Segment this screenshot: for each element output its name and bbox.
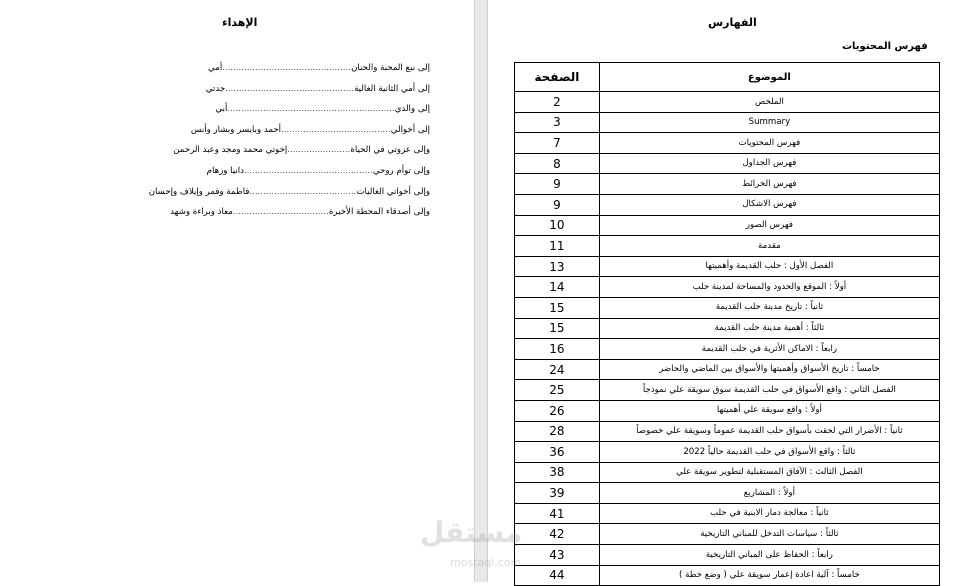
dedication-recipient: وإلى توأم روحي: [372, 165, 430, 176]
page-cell: 3: [515, 112, 600, 133]
page-cell: 36: [515, 442, 600, 463]
topic-header: الموضوع: [599, 63, 939, 92]
dedication-title: الإهداء: [222, 16, 258, 29]
table-row: [515, 92, 940, 113]
dedication-dots: .......................................: [249, 186, 357, 196]
table-row: [515, 174, 940, 195]
dedication-line: [40, 99, 430, 120]
dedication-dots: ...............................................: [225, 83, 355, 93]
dedication-dots: .............................................................: [227, 104, 395, 114]
dedication-recipient: إلى أخوالي: [390, 124, 430, 135]
topic-cell: أولاً : واقع سويقة علي أهميتها: [599, 400, 939, 421]
table-row: [515, 545, 940, 566]
table-row: [515, 133, 940, 154]
table-header-row: [515, 63, 940, 92]
page-cell: 28: [515, 421, 600, 442]
dedication-names: أمي: [208, 63, 223, 73]
page-separator: [474, 0, 488, 582]
topic-cell: مقدمة: [599, 236, 939, 257]
topic-cell: ثالثاً : سياسات التدخل للمباني التاريخية: [599, 524, 939, 545]
topic-cell: خامساً : آلية اعادة إعمار سويقة علي ( وضع خطة ): [599, 565, 939, 586]
page-cell: 11: [515, 236, 600, 257]
table-row: [515, 297, 940, 318]
dedication-names: معاذ وبراءة وشهد: [170, 207, 233, 218]
dedication-list: [40, 58, 430, 223]
topic-cell: ثالثاً : أهمية مدينة حلب القديمة: [599, 318, 939, 339]
dedication-line: [40, 161, 430, 182]
topic-cell: الفصل الأول : حلب القديمة وأهميتها: [599, 256, 939, 277]
page-cell: 2: [515, 92, 600, 113]
topic-cell: ثانياً : الأضرار التي لحقت بأسواق حلب القديمة عموماً وسويقة علي خصوصاً: [599, 421, 939, 442]
page-cell: 43: [515, 545, 600, 566]
topic-cell: أولاً : المشاريع: [599, 483, 939, 504]
topic-cell: الفصل الثاني : واقع الأسواق في حلب القديمة سوق سويقة علي نموذجاً: [599, 380, 939, 401]
dedication-line: [40, 182, 430, 203]
indexes-title: الفهارس: [708, 16, 757, 29]
contents-table: [514, 62, 940, 586]
dedication-line: [40, 58, 430, 79]
table-row: [515, 503, 940, 524]
table-row: [515, 236, 940, 257]
dedication-line: [40, 202, 430, 223]
page-header: الصفحة: [515, 63, 600, 92]
page-cell: 9: [515, 194, 600, 215]
dedication-dots: ........................................: [281, 124, 391, 134]
topic-cell: الملخص: [599, 92, 939, 113]
topic-cell: Summary: [599, 112, 939, 133]
page-cell: 13: [515, 256, 600, 277]
table-row: [515, 565, 940, 586]
watermark-logo: مستقل: [420, 516, 523, 549]
page-cell: 15: [515, 318, 600, 339]
table-row: [515, 256, 940, 277]
dedication-names: فاطمة وقمر وإيلاف وإحسان: [148, 186, 250, 197]
dedication-dots: ...................................: [232, 207, 329, 217]
table-row: [515, 421, 940, 442]
page-cell: 25: [515, 380, 600, 401]
dedication-names: أحمد وبايسر وبشار وأنس: [190, 124, 282, 135]
dedication-recipient: وإلى أصدقاء المحطة الأخيرة: [328, 207, 430, 218]
page-cell: 42: [515, 524, 600, 545]
dedication-page: [0, 0, 474, 582]
topic-cell: فهرس الجداول: [599, 153, 939, 174]
page-cell: 41: [515, 503, 600, 524]
topic-cell: ثالثاً : واقع الأسواق في حلب القديمة حالياً 2022: [599, 442, 939, 463]
table-row: [515, 359, 940, 380]
table-row: [515, 442, 940, 463]
table-row: [515, 524, 940, 545]
dedication-recipient: وإلى عزوتي في الحياة: [350, 145, 430, 156]
topic-cell: أولاً : الموقع والحدود والمساحة لمدينة حلب: [599, 277, 939, 298]
dedication-recipient: إلى أمي الثانية الغالية: [354, 83, 430, 94]
dedication-names: جدتي: [205, 83, 226, 94]
table-row: [515, 215, 940, 236]
page-cell: 14: [515, 277, 600, 298]
topic-cell: الفصل الثالث : الآفاق المستقبلية لتطوير سويقة علي: [599, 462, 939, 483]
table-row: [515, 380, 940, 401]
table-row: [515, 318, 940, 339]
dedication-names: دانيا ورهام: [206, 165, 244, 176]
dedication-line: [40, 140, 430, 161]
watermark-url: mostaql.com: [450, 556, 522, 569]
table-row: [515, 277, 940, 298]
topic-cell: خامساً : تاريخ الأسواق وأهميتها والأسواق بين الماضي والحاضر: [599, 359, 939, 380]
table-row: [515, 112, 940, 133]
dedication-line: [40, 79, 430, 100]
watermark: [420, 516, 560, 582]
table-row: [515, 339, 940, 360]
table-row: [515, 483, 940, 504]
page-cell: 15: [515, 297, 600, 318]
topic-cell: فهرس الاشكال: [599, 194, 939, 215]
contents-title: فهرس المحتويات: [842, 41, 928, 52]
dedication-recipient: إلى والدي: [394, 104, 430, 115]
page-cell: 39: [515, 483, 600, 504]
table-row: [515, 462, 940, 483]
dedication-dots: ...............................................: [222, 63, 352, 72]
page-cell: 16: [515, 339, 600, 360]
topic-cell: فهرس المحتويات: [599, 133, 939, 154]
page-cell: 26: [515, 400, 600, 421]
dedication-dots: .......................: [287, 145, 351, 155]
page-cell: 44: [515, 565, 600, 586]
dedication-names: أبي: [215, 104, 228, 115]
dedication-recipient: إلى نبع المحبة والحنان: [351, 63, 430, 73]
topic-cell: رابعاً : الاماكن الأثرية في حلب القديمة: [599, 339, 939, 360]
topic-cell: ثانياً : معالجة دمار الابنية في حلب: [599, 503, 939, 524]
page-cell: 24: [515, 359, 600, 380]
table-row: [515, 400, 940, 421]
dedication-names: إخوتي محمد ومجد وعبد الرحمن: [173, 145, 288, 156]
topic-cell: فهرس الخرائط: [599, 174, 939, 195]
dedication-line: [40, 120, 430, 141]
page-cell: 7: [515, 133, 600, 154]
dedication-recipient: وإلى أخواتي الغاليات: [356, 186, 430, 197]
table-row: [515, 194, 940, 215]
table-row: [515, 153, 940, 174]
page-cell: 10: [515, 215, 600, 236]
topic-cell: فهرس الصور: [599, 215, 939, 236]
topic-cell: رابعاً : الحفاظ على المباني التاريخية: [599, 545, 939, 566]
page-cell: 38: [515, 462, 600, 483]
page-cell: 9: [515, 174, 600, 195]
dedication-dots: ...............................................: [243, 165, 373, 175]
page-cell: 8: [515, 153, 600, 174]
topic-cell: ثانياً : تاريخ مدينة حلب القديمة: [599, 297, 939, 318]
